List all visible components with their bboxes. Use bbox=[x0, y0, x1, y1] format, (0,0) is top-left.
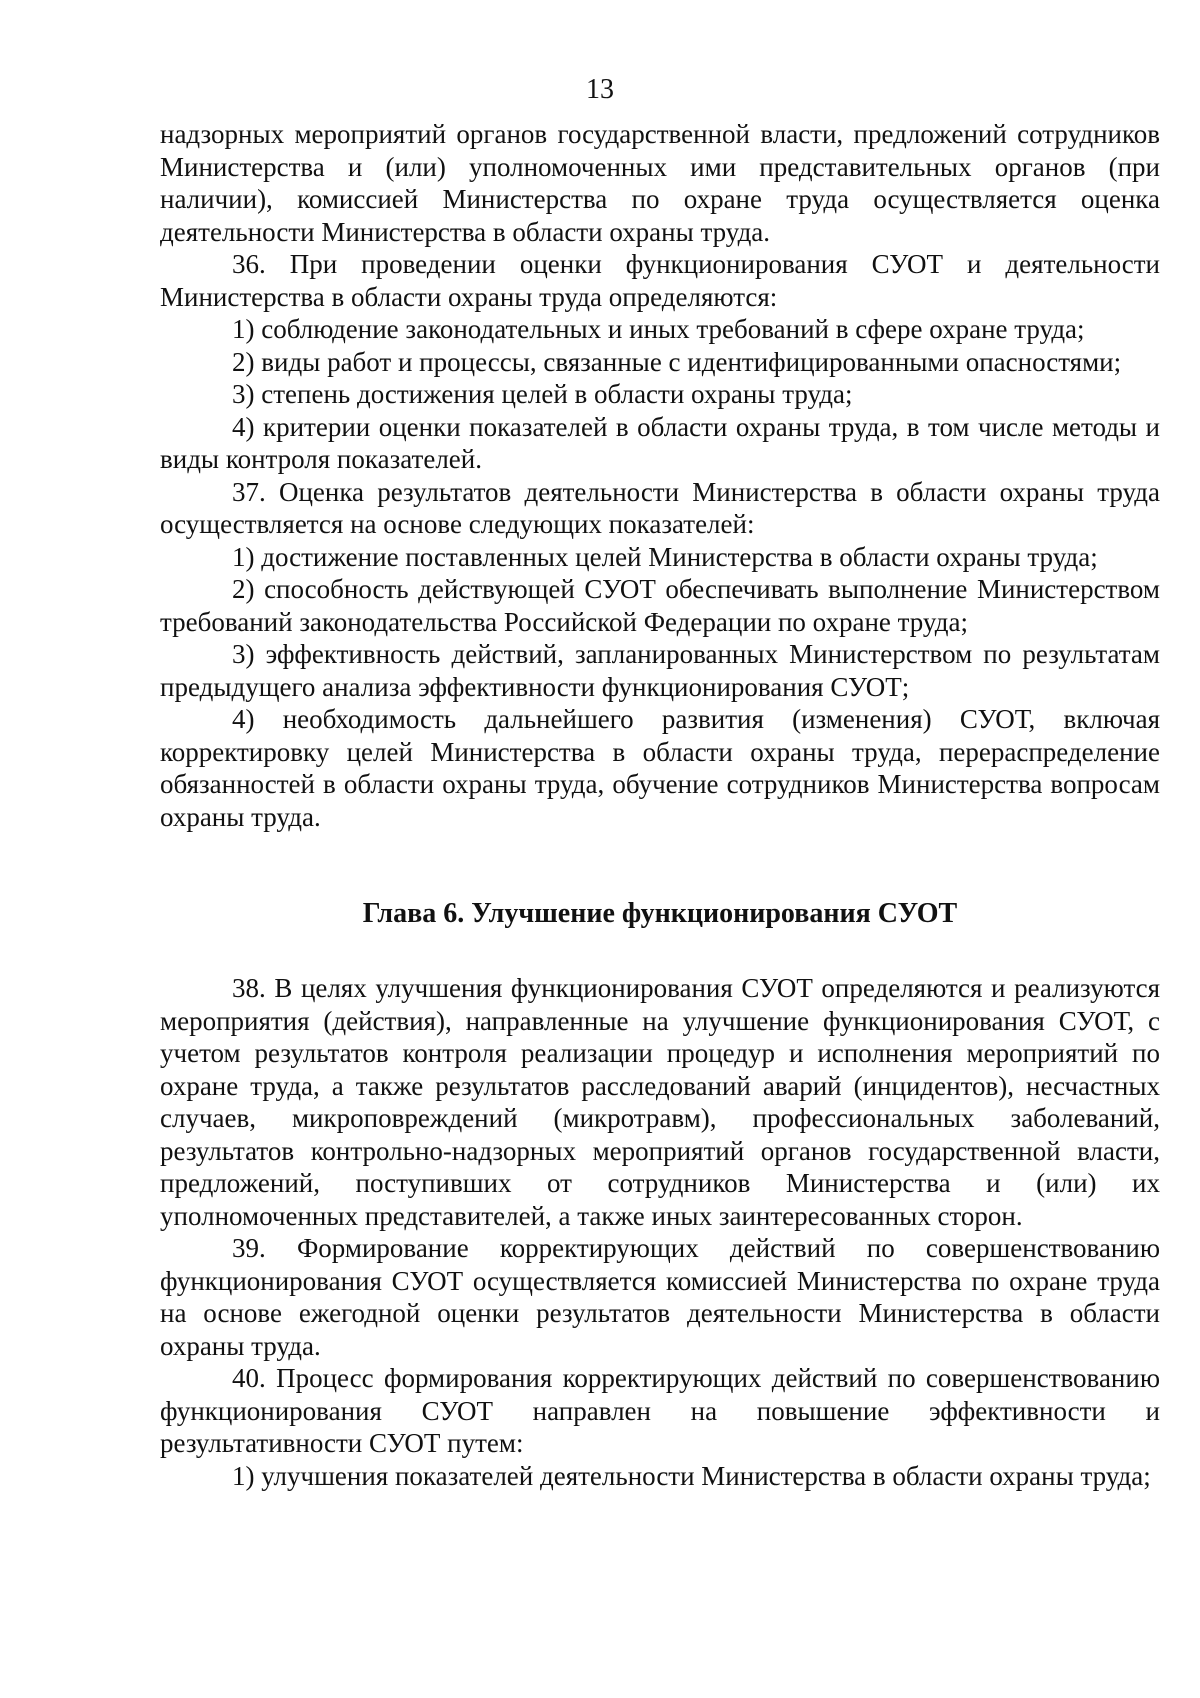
page-number: 13 bbox=[586, 74, 614, 105]
list-item-36-1: 1) соблюдение законодательных и иных требований в сфере охране труда; bbox=[232, 314, 1085, 344]
body-text-bottom bbox=[160, 972, 1160, 1492]
body-text-top bbox=[160, 118, 1160, 833]
paragraph-39: 39. Формирование корректирующих действий по совершенствованию функционирования СУОТ осуществляется комиссией Министерства по охране труда на основе ежегодной оценки результатов деятельности Министерства в области охраны труда. bbox=[160, 1233, 1160, 1361]
list-item-37-4: 4) необходимость дальнейшего развития (изменения) СУОТ, включая корректировку целей Министерства в области охраны труда, перераспределение обязанностей в области охраны труда, обучение сотрудников Министерства вопросам охраны труда. bbox=[160, 704, 1160, 832]
list-item-37-3: 3) эффективность действий, запланированных Министерством по результатам предыдущего анализа эффективности функционирования СУОТ; bbox=[160, 639, 1160, 702]
paragraph-38: 38. В целях улучшения функционирования СУОТ определяются и реализуются мероприятия (действия), направленные на улучшение функционирования СУОТ, с учетом результатов контроля реализации процедур и исполнения мероприятий по охране труда, а также результатов расследований аварий (инцидентов), несчастных случаев, микроповреждений (микротравм), профессиональных заболеваний, результатов контрольно-надзорных мероприятий органов государственной власти, предложений, поступивших от сотрудников Министерства и (или) их уполномоченных представителей, а также иных заинтересованных сторон. bbox=[160, 973, 1160, 1231]
paragraph-36: 36. При проведении оценки функционирования СУОТ и деятельности Министерства в области охраны труда определяются: bbox=[160, 249, 1160, 312]
list-item-36-4: 4) критерии оценки показателей в области охраны труда, в том числе методы и виды контроля показателей. bbox=[160, 411, 1160, 474]
list-item-40-1: 1) улучшения показателей деятельности Министерства в области охраны труда; bbox=[232, 1460, 1151, 1491]
list-item-37-1: 1) достижение поставленных целей Министерства в области охраны труда; bbox=[232, 541, 1098, 572]
list-item-37-2: 2) способность действующей СУОТ обеспечивать выполнение Министерством требований законодательства Российской Федерации по охране труда; bbox=[160, 574, 1160, 637]
list-item-36-2: 2) виды работ и процессы, связанные с идентифицированными опасностями; bbox=[232, 346, 1122, 377]
chapter-heading: Глава 6. Улучшение функционирования СУОТ bbox=[362, 898, 958, 929]
list-item-36-3: 3) степень достижения целей в области охраны труда; bbox=[232, 379, 853, 409]
paragraph-37: 37. Оценка результатов деятельности Министерства в области охраны труда осуществляется на основе следующих показателей: bbox=[160, 476, 1160, 539]
paragraph-continuation: надзорных мероприятий органов государственной власти, предложений сотрудников Министерства и (или) уполномоченных ими представительных органов (при наличии), комиссией Министерства по охране труда осуществляется оценка деятельности Министерства в области охраны труда. bbox=[160, 119, 1160, 247]
paragraph-40: 40. Процесс формирования корректирующих действий по совершенствованию функционирования СУОТ направлен на повышение эффективности и результативности СУОТ путем: bbox=[160, 1363, 1160, 1458]
